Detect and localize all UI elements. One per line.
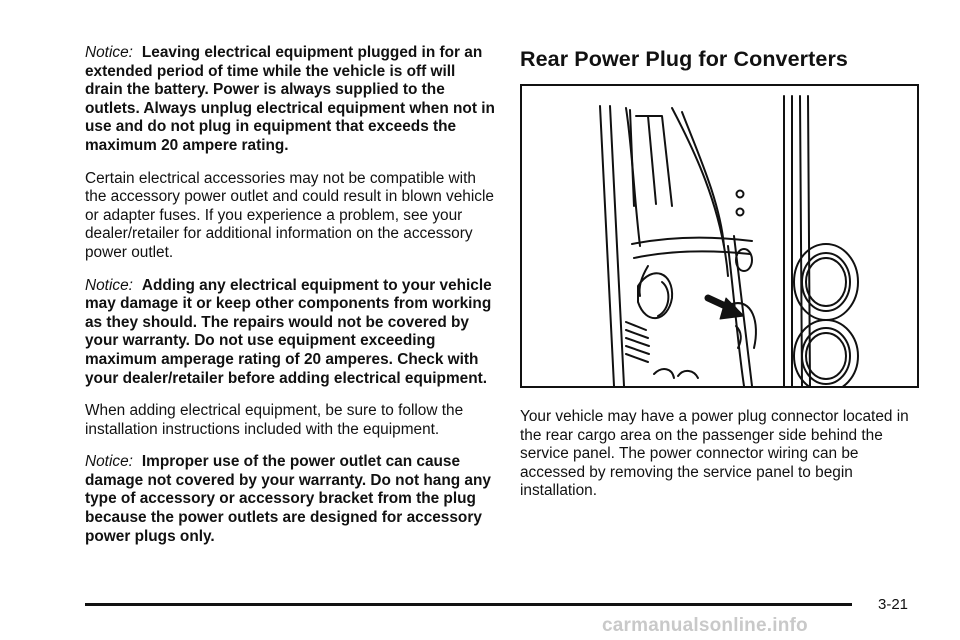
notice-label: Notice: [85, 44, 133, 61]
paragraph-power-plug: Your vehicle may have a power plug connector located in the rear cargo area on the passenger side behind the service panel. The power connector wiring can be accessed by removing the service panel to begin installation. [520, 408, 909, 500]
notice-power-outlet [85, 453, 495, 546]
notice-equipment [85, 277, 495, 389]
notice-text: Leaving electrical equipment plugged in for an extended period of time while the vehicle is off will drain the battery. Power is always supplied to the outlets. Always unplug electrical equipment when not in use and do not plug in equipment that exceeds the maximum 20 ampere rating. [85, 44, 495, 154]
notice-battery [85, 44, 495, 156]
page-number: 3-21 [878, 596, 909, 613]
notice-label: Notice: [85, 276, 133, 294]
paragraph-installation: When adding electrical equipment, be sure to follow the installation instructions included with the equipment. [85, 402, 464, 438]
rear-panel-figure [520, 84, 919, 388]
notice-text: Adding any electrical equipment to your vehicle may damage it or keep other components from working as they should. The repairs would not be covered by your warranty. Do not use equipment exceeding maximum amperage rating of 20 amperes. Check with your dealer/retailer before adding electrical equipment. [85, 276, 492, 387]
right-column [520, 44, 922, 515]
footer-rule [85, 603, 852, 606]
left-column [85, 44, 495, 560]
notice-text: Improper use of the power outlet can cause damage not covered by your warranty. Do not hang any type of accessory or accessory bracket from the plug because the power outlets are designed for accessory power plugs only. [85, 453, 491, 545]
notice-label: Notice: [85, 453, 133, 471]
rear-panel-illustration-icon [522, 86, 919, 388]
watermark: carmanualsonline.info [602, 615, 808, 636]
paragraph-compatibility: Certain electrical accessories may not be compatible with the accessory power outlet and could result in blown vehicle or adapter fuses. If you experience a problem, see your dealer/retailer for additional information on the accessory power outlet. [85, 169, 494, 261]
section-heading: Rear Power Plug for Converters [520, 47, 848, 71]
